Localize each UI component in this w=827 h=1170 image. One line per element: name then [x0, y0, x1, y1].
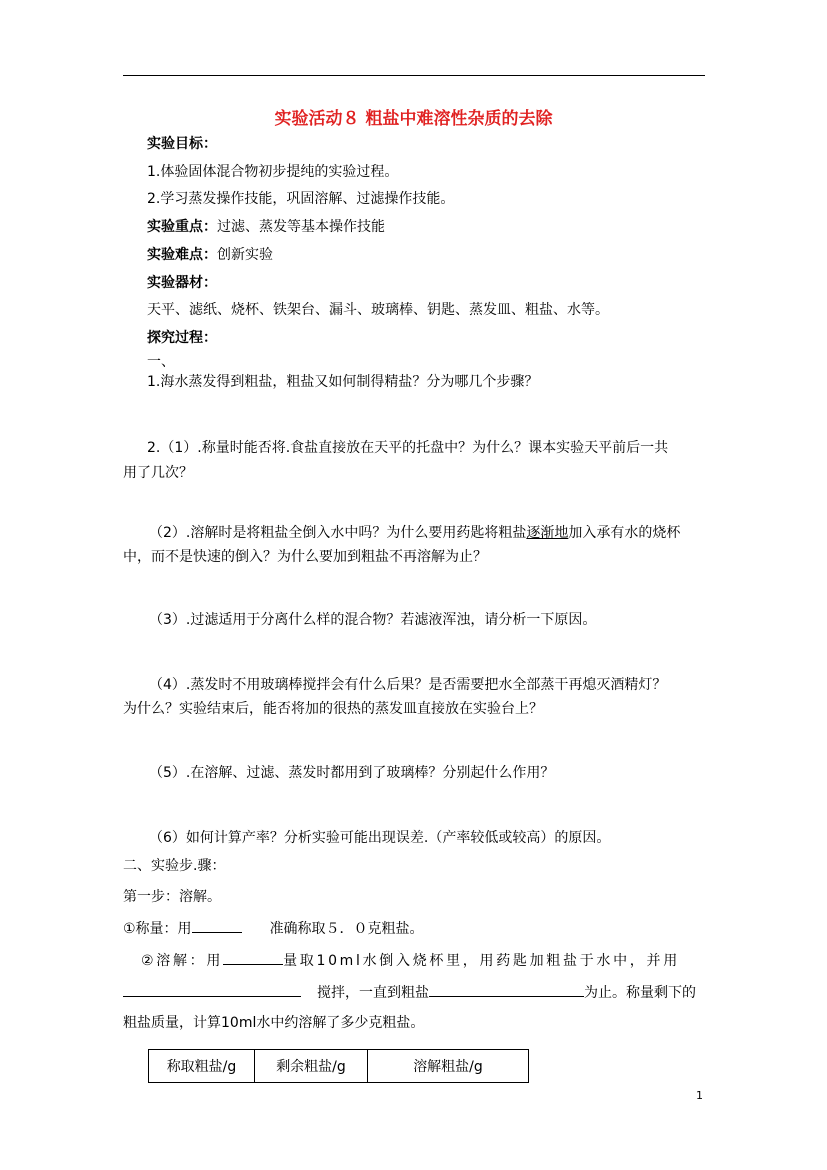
objectives-heading: 实验目标：	[147, 136, 217, 152]
steps-heading: 二、实验步.骤：	[123, 858, 226, 874]
dissolve-part-3: 搅拌，一直到粗盐	[317, 985, 429, 1001]
question-3-part-a: （2）.溶解时是将粗盐全倒入水中吗？为什么要用药匙将粗盐	[149, 525, 527, 541]
question-5-line1: （4）.蒸发时不用玻璃棒搅拌会有什么后果？是否需要把水全部蒸干再熄灭酒精灯？	[149, 677, 667, 693]
table-row	[149, 1050, 529, 1083]
weighing-prefix: ①称量：用	[123, 921, 192, 937]
difficulties	[147, 245, 273, 265]
equipment-text: 天平、滤纸、烧杯、铁架台、漏斗、玻璃棒、钥匙、蒸发皿、粗盐、水等。	[147, 302, 609, 318]
question-2-line2: 用了几次？	[123, 465, 193, 481]
step-one: 第一步：溶解。	[123, 889, 221, 905]
dissolve-blank-1[interactable]	[223, 950, 283, 965]
dissolve-part-1: ②溶解：用	[141, 953, 224, 969]
dissolve-line3: 粗盐质量，计算10ml水中约溶解了多少克粗盐。	[123, 1015, 425, 1031]
dissolve-part-2: 量取10ml水倒入烧杯里，用药匙加粗盐于水中，并用	[283, 953, 680, 969]
dissolve-blank-2[interactable]	[123, 982, 301, 997]
objective-item: 2.学习蒸发操作技能，巩固溶解、过滤操作技能。	[147, 191, 455, 207]
question-5-line2: 为什么？实验结束后，能否将加的很热的蒸发皿直接放在实验台上？	[123, 701, 543, 717]
difficulties-text: 创新实验	[217, 247, 273, 263]
dissolve-line2	[123, 982, 696, 1003]
key-points-text: 过滤、蒸发等基本操作技能	[217, 219, 385, 235]
question-4: （3）.过滤适用于分离什么样的混合物？若滤液浑浊，请分析一下原因。	[149, 612, 597, 628]
weighing-line	[123, 918, 424, 939]
question-2-line1: 2.（1）.称量时能否将.食盐直接放在天平的托盘中？为什么？课本实验天平前后一共	[147, 440, 669, 456]
objective-item: 1.体验固体混合物初步提纯的实验过程。	[147, 164, 399, 180]
data-table	[148, 1049, 529, 1083]
question-7: （6）如何计算产率？分析实验可能出现误差.（产率较低或较高）的原因。	[149, 830, 611, 846]
page-title: 实验活动８ 粗盐中难溶性杂质的去除	[274, 109, 553, 129]
dissolve-part-4: 为止。称量剩下的	[584, 985, 696, 1001]
question-1: 1.海水蒸发得到粗盐，粗盐又如何制得精盐？分为哪几个步骤？	[147, 374, 539, 390]
weighing-suffix: 准确称取５．０克粗盐。	[269, 921, 424, 937]
table-header-cell: 称取粗盐/g	[149, 1050, 255, 1083]
table-header-cell: 溶解粗盐/g	[368, 1050, 529, 1083]
question-3-line2: 中，而不是快速的倒入？为什么要加到粗盐不再溶解为止？	[123, 549, 487, 565]
section-one-label: 一、	[147, 354, 175, 370]
equipment-heading: 实验器材：	[147, 275, 217, 291]
table-header-cell: 剩余粗盐/g	[255, 1050, 368, 1083]
question-6: （5）.在溶解、过滤、蒸发时都用到了玻璃棒？分别起什么作用？	[149, 765, 555, 781]
page-number: 1	[696, 1089, 703, 1102]
header-rule	[123, 75, 705, 76]
weighing-blank[interactable]	[192, 918, 242, 933]
question-3-part-b: 加入承有水的烧杯	[568, 525, 681, 541]
dissolve-blank-3[interactable]	[429, 982, 584, 997]
difficulties-label: 实验难点：	[147, 247, 217, 263]
question-3-line1	[149, 523, 680, 543]
question-3-underlined: 逐渐地	[526, 525, 569, 541]
process-heading: 探究过程：	[147, 330, 217, 346]
key-points	[147, 217, 385, 237]
dissolve-line1	[141, 950, 680, 971]
key-points-label: 实验重点：	[147, 219, 217, 235]
